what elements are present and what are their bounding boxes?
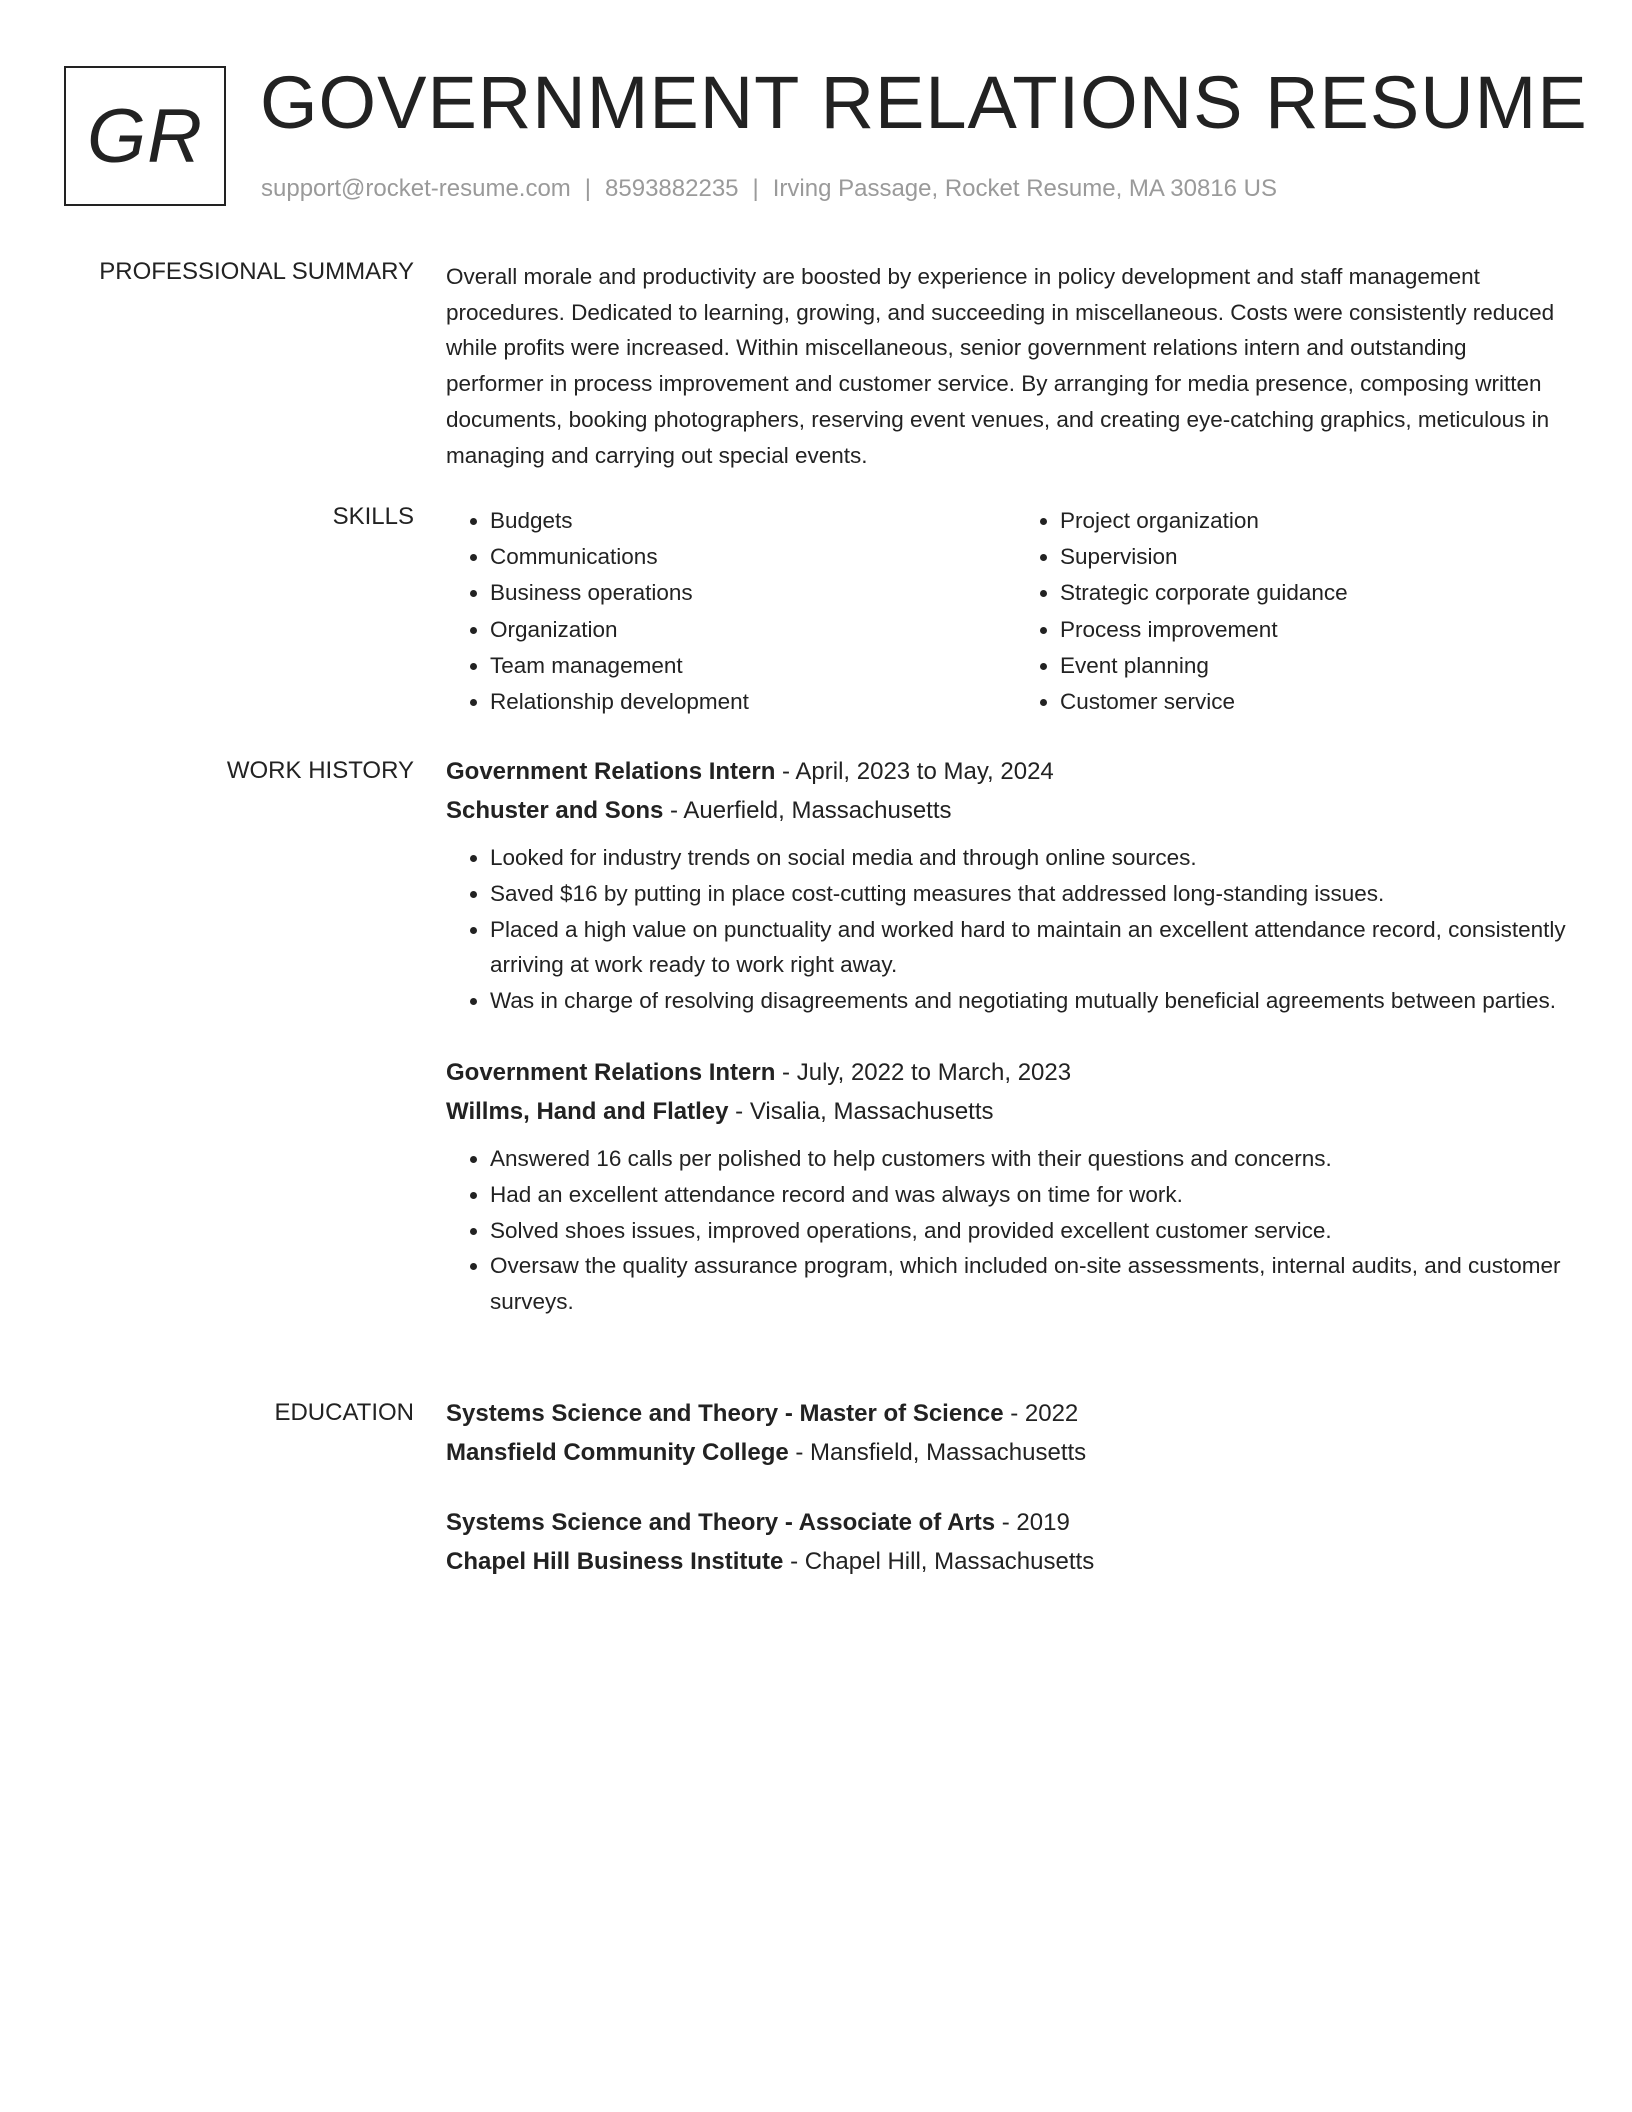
education-entry: [446, 1503, 1566, 1581]
skill-item: • Customer service: [1060, 684, 1564, 720]
skill-item: • Process improvement: [1060, 612, 1564, 648]
skill-item: • Communications: [490, 539, 994, 575]
skill-item: • Business operations: [490, 575, 994, 611]
job-bullet: • Saved $16 by putting in place cost-cutting measures that addressed long-standing issues.: [490, 876, 1566, 912]
school-location: - Mansfield, Massachusetts: [788, 1439, 1087, 1466]
job-company-line: [446, 791, 1566, 830]
contact-line: [261, 174, 1277, 204]
job-dates: - July, 2022 to March, 2023: [775, 1058, 1072, 1086]
job-title: Government Relations Intern: [446, 758, 776, 785]
skills-list-right: [994, 503, 1564, 720]
summary-body: [446, 259, 1566, 473]
degree-name: Systems Science and Theory - Master of Science: [446, 1400, 1004, 1427]
job-company-line: [446, 1092, 1566, 1131]
skill-item: • Budgets: [490, 503, 994, 539]
skill-item: • Supervision: [1060, 539, 1564, 575]
summary-text: Overall morale and productivity are boosted by experience in policy development and staff management procedures. Dedicated to learning, growing, and succeeding in miscellaneous. Costs were consistently reduced while profits were increased. Within miscellaneous, senior government relations intern and outstanding performer in process improvement and customer service. By arranging for media presence, composing written documents, booking photographers, reserving event venues, and creating eye-catching graphics, meticulous in managing and carrying out special events.: [446, 264, 1555, 468]
skills-columns: [446, 503, 1566, 720]
section-label-education: EDUCATION: [274, 1399, 414, 1426]
monogram-text: GR: [87, 93, 203, 179]
school-line: [446, 1433, 1566, 1472]
section-label-skills: SKILLS: [332, 503, 414, 530]
job-title: Government Relations Intern: [446, 1058, 776, 1086]
monogram-box: [64, 66, 226, 206]
job-bullet: • Oversaw the quality assurance program, which included on-site assessments, internal audits, and customer surveys.: [490, 1248, 1566, 1320]
job-bullet: • Answered 16 calls per polished to help customers with their questions and concerns.: [490, 1141, 1566, 1177]
skill-item: • Project organization: [1060, 503, 1564, 539]
skill-item: • Strategic corporate guidance: [1060, 575, 1564, 611]
skills-list-left: [446, 503, 994, 720]
job-company: Schuster and Sons: [446, 797, 664, 824]
school-line: [446, 1542, 1566, 1581]
education-entry: [446, 1394, 1566, 1472]
job-entry: [446, 752, 1566, 1019]
school-name: Mansfield Community College: [446, 1439, 789, 1466]
job-entry: [446, 1053, 1566, 1320]
school-location: - Chapel Hill, Massachusetts: [783, 1548, 1095, 1575]
degree-year: - 2022: [1003, 1400, 1079, 1427]
school-name: Chapel Hill Business Institute: [446, 1548, 784, 1575]
work-body: [446, 752, 1566, 1320]
job-location: - Auerfield, Massachusetts: [663, 797, 952, 824]
job-company: Willms, Hand and Flatley: [446, 1097, 729, 1125]
education-body: [446, 1394, 1566, 1581]
degree-name: Systems Science and Theory - Associate of Arts: [446, 1509, 996, 1536]
degree-year: - 2019: [995, 1509, 1070, 1536]
job-bullets: [446, 840, 1566, 1019]
contact-email: support@rocket-resume.com: [261, 175, 571, 202]
contact-separator: |: [752, 175, 759, 202]
degree-line: [446, 1503, 1566, 1542]
skill-item: • Team management: [490, 648, 994, 684]
job-dates: - April, 2023 to May, 2024: [775, 758, 1054, 785]
job-bullet: • Had an excellent attendance record and was always on time for work.: [490, 1177, 1566, 1213]
job-bullet: • Solved shoes issues, improved operations, and provided excellent customer service.: [490, 1213, 1566, 1249]
job-title-line: [446, 752, 1566, 791]
job-bullet: • Was in charge of resolving disagreements and negotiating mutually beneficial agreements between parties.: [490, 983, 1566, 1019]
skill-item: • Event planning: [1060, 648, 1564, 684]
section-label-summary: PROFESSIONAL SUMMARY: [99, 258, 414, 285]
contact-address: Irving Passage, Rocket Resume, MA 30816 US: [772, 175, 1277, 202]
degree-line: [446, 1394, 1566, 1433]
skill-item: • Relationship development: [490, 684, 994, 720]
resume-title: GOVERNMENT RELATIONS RESUME: [260, 61, 1588, 144]
contact-phone: 8593882235: [605, 175, 739, 202]
job-bullets: [446, 1141, 1566, 1320]
skills-body: [446, 503, 1566, 720]
job-bullet: • Looked for industry trends on social media and through online sources.: [490, 840, 1566, 876]
job-bullet: • Placed a high value on punctuality and worked hard to maintain an excellent attendance record, consistently arriving at work ready to work right away.: [490, 912, 1566, 984]
job-location: - Visalia, Massachusetts: [728, 1097, 994, 1125]
contact-separator: |: [584, 175, 592, 202]
section-label-work: WORK HISTORY: [226, 757, 414, 784]
skill-item: • Organization: [490, 612, 994, 648]
job-title-line: [446, 1053, 1566, 1092]
